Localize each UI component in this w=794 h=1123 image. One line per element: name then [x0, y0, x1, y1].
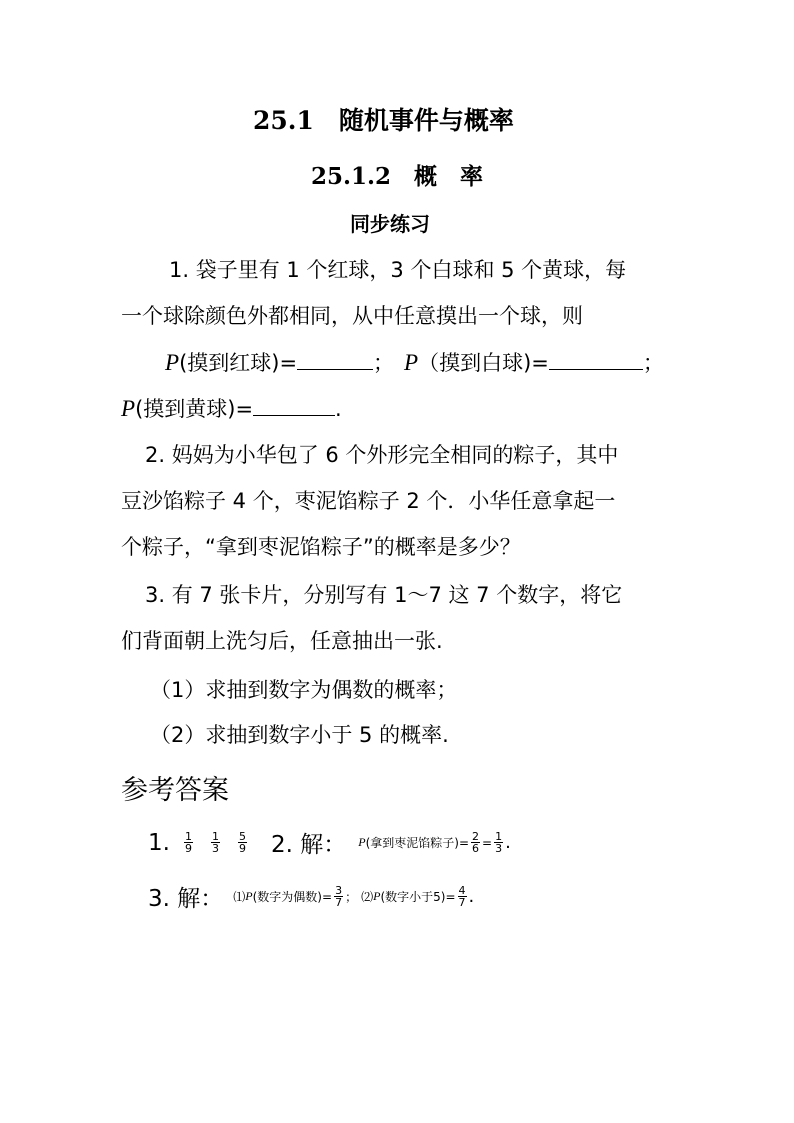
yellow-answer-blank[interactable] — [253, 393, 335, 416]
answer-2-text: (拿到枣泥馅粽子) — [365, 836, 459, 850]
section-subtitle: 25.1.2 概 率 — [311, 163, 484, 190]
q1-line4 — [121, 393, 342, 424]
red-answer-blank[interactable] — [297, 347, 373, 370]
equals: = — [458, 835, 469, 850]
q2-line3: 个粽子，“拿到枣泥馅粽子”的概率是多少？ — [121, 535, 521, 559]
answers-heading: 参考答案 — [121, 775, 229, 806]
exercise-heading: 同步练习 — [350, 212, 430, 236]
equals: = — [322, 889, 333, 904]
end-dot: . — [468, 886, 475, 907]
answer-2-label: 2. 解： — [270, 832, 347, 858]
q3-line1: 3. 有 7 张卡片，分别写有 1～7 这 7 个数字，将它 — [145, 583, 623, 607]
prob-symbol: P — [404, 350, 419, 375]
sep: ； — [373, 351, 395, 375]
answer-3-label: 3. 解： — [148, 886, 224, 912]
fraction: $\frac{5}{9}$ — [238, 830, 246, 855]
yellow-label: (摸到黄球)= — [135, 397, 254, 421]
equals: = — [445, 889, 456, 904]
part-2-prefix: ⑵ — [361, 890, 374, 904]
sep: ； — [642, 351, 664, 375]
answer-row-3 — [148, 880, 474, 913]
red-label: (摸到红球)= — [179, 351, 298, 375]
answer-row-1 — [148, 826, 511, 859]
prob-symbol: P — [373, 889, 381, 903]
part-1-prefix: ⑴ — [233, 890, 246, 904]
q3-sub2: （2）求抽到数字小于 5 的概率. — [150, 723, 449, 747]
end-dot: . — [335, 397, 342, 421]
fraction: $\frac{3}{7}$ — [335, 884, 343, 909]
q1-line3 — [165, 347, 664, 378]
q1-line1: 1. 袋子里有 1 个红球，3 个白球和 5 个黄球，每 — [169, 258, 627, 282]
prob-symbol: P — [358, 835, 366, 849]
q1-line2: 一个球除颜色外都相同，从中任意摸出一个球，则 — [121, 304, 583, 328]
prob-symbol: P — [245, 889, 253, 903]
part-2-text: (数字小于5) — [380, 890, 446, 904]
fraction: $\frac{4}{7}$ — [458, 884, 466, 909]
equals: = — [482, 835, 493, 850]
answer-1-label: 1. — [148, 829, 170, 856]
q3-sub1: （1）求抽到数字为偶数的概率； — [150, 678, 458, 702]
page-title: 25.1 随机事件与概率 — [253, 106, 514, 135]
end-dot: . — [505, 832, 511, 853]
fraction: $\frac{1}{9}$ — [184, 830, 192, 855]
fraction: $\frac{1}{3}$ — [211, 830, 219, 855]
fraction: $\frac{1}{3}$ — [495, 830, 503, 855]
prob-symbol: P — [121, 396, 136, 421]
white-label: （摸到白球)= — [418, 351, 549, 375]
part-1-text: (数字为偶数) — [252, 890, 322, 904]
q2-line2: 豆沙馅粽子 4 个，枣泥馅粽子 2 个．小华任意拿起一 — [121, 489, 616, 513]
semicolon: ； — [345, 890, 358, 904]
fraction: $\frac{2}{6}$ — [472, 830, 479, 855]
q2-line1: 2. 妈妈为小华包了 6 个外形完全相同的粽子，其中 — [145, 443, 619, 467]
q3-line2: 们背面朝上洗匀后，任意抽出一张. — [121, 629, 443, 653]
prob-symbol: P — [165, 350, 180, 375]
white-answer-blank[interactable] — [549, 347, 643, 370]
